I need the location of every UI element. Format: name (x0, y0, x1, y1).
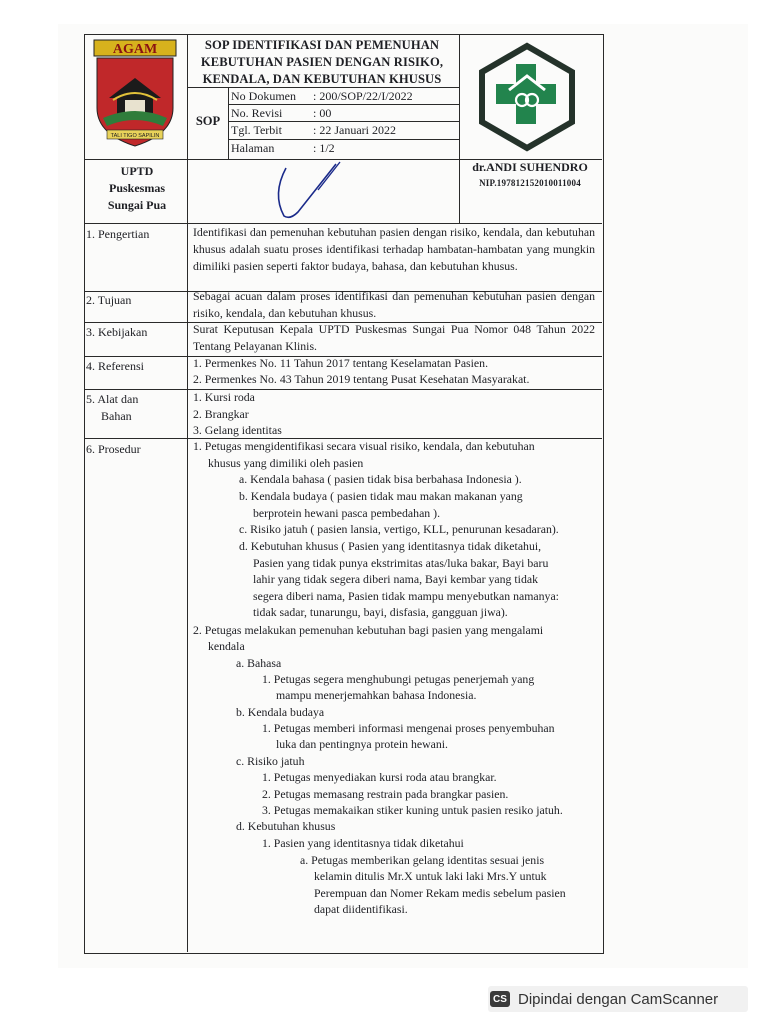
logo-motto: TALI TIGO SAPILIN (110, 133, 160, 139)
text-tujuan: Sebagai acuan dalam proses identifikasi dan pemenuhan kebutuhan pasien dengan risiko, kendala, dan kebutuhan khusus. (193, 289, 595, 321)
logo-text: AGAM (112, 42, 158, 57)
prosedur-step-1-cont: khusus yang dimiliki oleh pasien (208, 456, 364, 470)
camscanner-text: Dipindai dengan CamScanner (518, 990, 719, 1008)
text-kebijakan: Surat Keputusan Kepala UPTD Puskesmas Sungai Pua Nomor 048 Tahun 2022 Tentang Pelayanan Klinis. (193, 322, 595, 354)
prosedur-item-a: a. Kendala bahasa ( pasien tidak bisa berbahasa Indonesia ). (239, 472, 522, 486)
signatory-name: dr.ANDI SUHENDRO (472, 160, 588, 174)
divider (84, 389, 602, 390)
organization-name: UPTD Puskesmas Sungai Pua (107, 164, 167, 212)
prosedur-2b: b. Kendala budaya (236, 705, 325, 719)
prosedur-2c-item: 1. Petugas menyediakan kursi roda atau brangkar. (262, 770, 497, 784)
divider (187, 34, 188, 952)
document-title: SOP IDENTIFIKASI DAN PEMENUHAN KEBUTUHAN PASIEN DENGAN RISIKO, KENDALA, DAN KEBUTUHAN KHUSUS (200, 38, 444, 86)
divider (84, 159, 188, 160)
prosedur-2d-1-a: a. Petugas memberikan gelang identitas sesuai jenis (300, 853, 545, 867)
prosedur-2b-1-cont: luka dan pentingnya protein hewani. (276, 737, 448, 751)
prosedur-2d-1: 1. Pasien yang identitasnya tidak diketahui (262, 836, 464, 850)
prosedur-step-2-cont: kendala (208, 639, 245, 653)
label-prosedur: 6. Prosedur (86, 442, 141, 456)
prosedur-2a: a. Bahasa (236, 656, 282, 670)
referensi-item: 2. Permenkes No. 43 Tahun 2019 tentang Pusat Kesehatan Masyarakat. (193, 372, 530, 386)
camscanner-badge (488, 986, 748, 1012)
prosedur-item-b-cont: berprotein hewani pasca pembedahan ). (253, 506, 441, 520)
prosedur-2d-1-a-cont: Perempuan dan Nomer Rekam medis sebelum pasien (314, 886, 566, 900)
prosedur-2b-1: 1. Petugas memberi informasi mengenai proses penyembuhan (262, 721, 555, 735)
sop-label: SOP (195, 114, 221, 128)
prosedur-step-2: 2. Petugas melakukan pemenuhan kebutuhan bagi pasien yang mengalami (193, 623, 544, 637)
alat-item: 1. Kursi roda (193, 390, 255, 404)
signatory-nip: NIP.197812152010011004 (479, 178, 581, 188)
referensi-item: 1. Permenkes No. 11 Tahun 2017 tentang Keselamatan Pasien. (193, 356, 489, 370)
divider (228, 87, 229, 159)
prosedur-2c-item: 2. Petugas memasang restrain pada brangkar pasien. (262, 787, 509, 801)
label-referensi: 4. Referensi (86, 359, 144, 373)
prosedur-2a-1: 1. Petugas segera menghubungi petugas penerjemah yang (262, 672, 535, 686)
prosedur-step-1: 1. Petugas mengidentifikasi secara visual risiko, kendala, dan kebutuhan (193, 439, 535, 453)
label-kebijakan: 3. Kebijakan (86, 325, 148, 339)
prosedur-item-d-cont: tidak sadar, tunarungu, bayi, disfasia, gangguan jiwa). (253, 605, 508, 619)
prosedur-2d: d. Kebutuhan khusus (236, 819, 336, 833)
label-pengertian: 1. Pengertian (86, 227, 150, 241)
text-pengertian: Identifikasi dan pemenuhan kebutuhan pasien dengan risiko, kendala, dan kebutuhan khusus adalah suatu proses identifikasi terhadap hambatan-hambatan yang mungkin dimiliki pasien seperti faktor budaya, bahasa, dan kebutuhan khusus. (193, 225, 595, 274)
alat-item: 2. Brangkar (193, 407, 249, 421)
prosedur-item-d-cont: segera diberi nama, Pasien tidak mampu menyebutkan namanya: (253, 589, 559, 603)
prosedur-2d-1-a-cont: kelamin ditulis Mr.X untuk laki laki Mrs.Y untuk (314, 869, 547, 883)
prosedur-2d-1-a-cont: dapat diidentifikasi. (314, 902, 408, 916)
label-alat-bahan: 5. Alat dan Bahan (86, 392, 139, 423)
prosedur-2c-item: 3. Petugas memakaikan stiker kuning untuk pasien resiko jatuh. (262, 803, 563, 817)
label-tujuan: 2. Tujuan (86, 293, 132, 307)
handwritten-signature (270, 160, 360, 222)
puskesmas-logo (476, 42, 578, 152)
alat-item: 3. Gelang identitas (193, 423, 282, 437)
prosedur-item-c: c. Risiko jatuh ( pasien lansia, vertigo, KLL, penurunan kesadaran). (239, 522, 559, 536)
prosedur-item-d: d. Kebutuhan khusus ( Pasien yang identitasnya tidak diketahui, (239, 539, 542, 553)
divider (459, 34, 460, 223)
prosedur-item-d-cont: Pasien yang tidak punya ekstrimitas atas/luka bakar, Bayi baru (253, 556, 549, 570)
prosedur-item-d-cont: lahir yang tidak segera diberi nama, Bayi kembar yang tidak (253, 572, 538, 586)
prosedur-2c: c. Risiko jatuh (236, 754, 305, 768)
agam-logo (91, 38, 179, 150)
camscanner-icon: CS (490, 991, 510, 1007)
prosedur-item-b: b. Kendala budaya ( pasien tidak mau makan makanan yang (239, 489, 523, 503)
prosedur-2a-1-cont: mampu menerjemahkan bahasa Indonesia. (276, 688, 477, 702)
